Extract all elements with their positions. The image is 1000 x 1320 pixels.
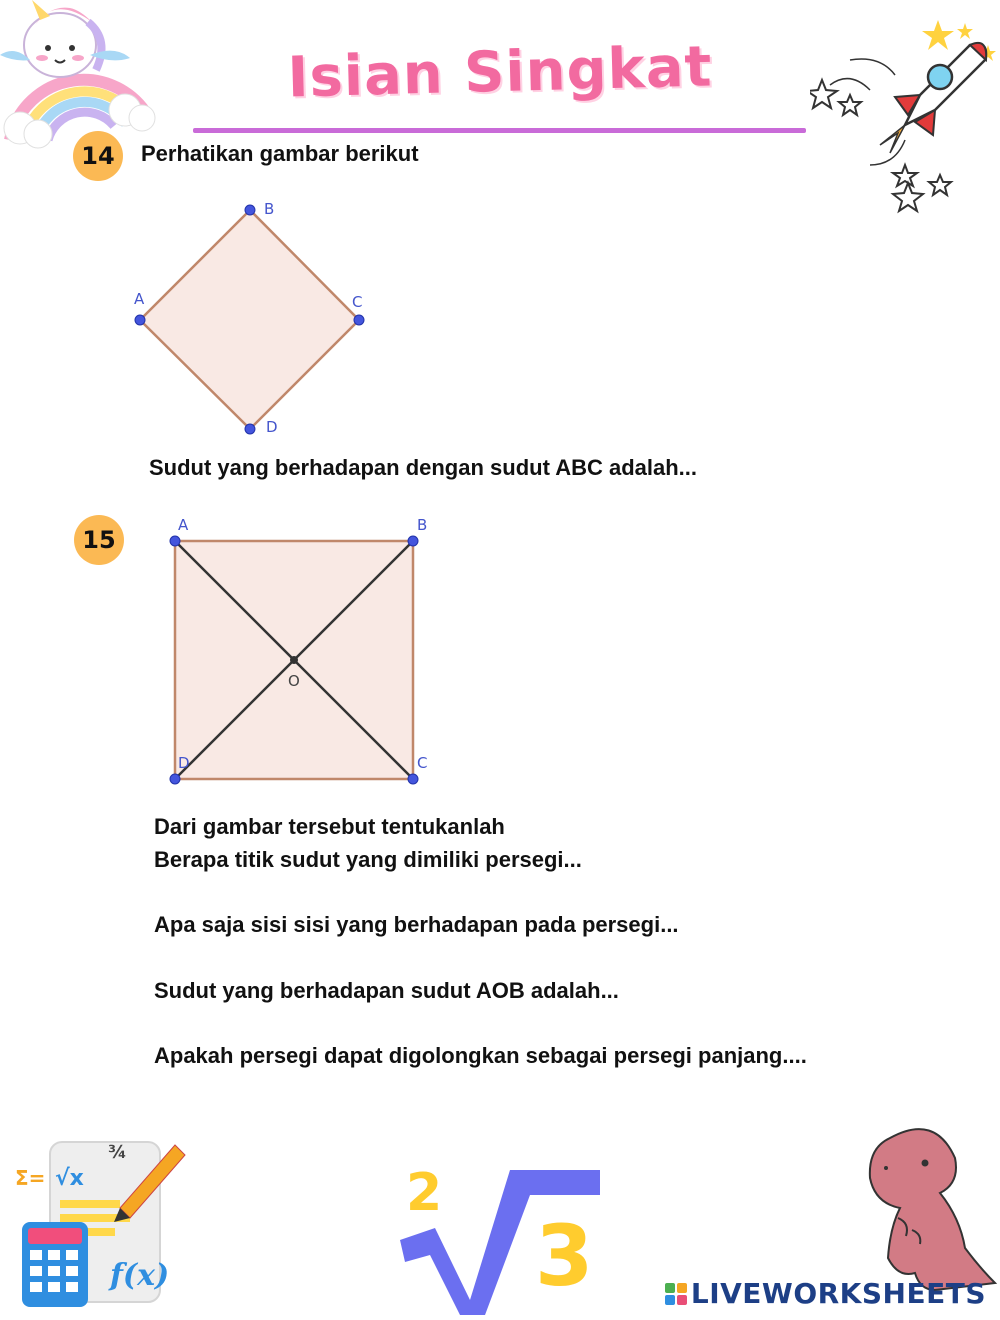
vertex-label-a: A [134, 290, 145, 308]
center-point [290, 656, 298, 664]
center-label-o: O [288, 672, 300, 690]
root-number-text: 3 [535, 1207, 594, 1305]
vertex-point [245, 205, 255, 215]
logo-mark-icon [665, 1283, 687, 1305]
page-title: Isian Singkat [286, 34, 714, 111]
vertex-label-d: D [266, 418, 278, 436]
vertex-point [408, 774, 418, 784]
vertex-point [245, 424, 255, 434]
square-shape [140, 210, 359, 429]
logo-text: LIVEWORKSHEETS [690, 1277, 986, 1310]
question-number-badge: 15 [74, 515, 124, 565]
square-root-illustration [390, 1150, 620, 1320]
fraction-text: ¾ [108, 1142, 127, 1163]
dinosaur-illustration [840, 1118, 1000, 1293]
question-text: Sudut yang berhadapan dengan sudut ABC adalah... [149, 455, 698, 480]
question-text: Berapa titik sudut yang dimiliki persegi... [154, 847, 582, 872]
vertex-point [170, 536, 180, 546]
vertex-label-d: D [178, 754, 190, 772]
vertex-point [135, 315, 145, 325]
root-index-text: 2 [406, 1163, 443, 1223]
question-text: Apakah persegi dapat digolongkan sebagai persegi panjang.... [154, 1043, 807, 1068]
question-text: Sudut yang berhadapan sudut AOB adalah... [154, 978, 619, 1003]
square-diagonals-figure [160, 510, 440, 795]
title-underline [193, 128, 806, 133]
sigma-text: Σ= [15, 1166, 46, 1190]
question-text: Apa saja sisi sisi yang berhadapan pada persegi... [154, 912, 679, 937]
rocket-illustration [810, 15, 1000, 215]
calculator-math-illustration [10, 1130, 200, 1315]
fx-text: f(x) [110, 1258, 170, 1293]
vertex-label-c: C [352, 293, 363, 311]
vertex-label-b: B [417, 516, 428, 534]
question-intro: Dari gambar tersebut tentukanlah [154, 814, 505, 839]
vertex-label-b: B [264, 200, 275, 218]
liveworksheets-logo[interactable] [665, 1277, 986, 1310]
vertex-label-a: A [178, 516, 189, 534]
vertex-label-c: C [417, 754, 428, 772]
vertex-point [354, 315, 364, 325]
sqrt-x-text: √x [55, 1166, 84, 1191]
vertex-point [408, 536, 418, 546]
question-prompt: Perhatikan gambar berikut [141, 141, 419, 166]
question-number-badge: 14 [73, 131, 123, 181]
rhombus-figure [120, 195, 380, 445]
vertex-point [170, 774, 180, 784]
